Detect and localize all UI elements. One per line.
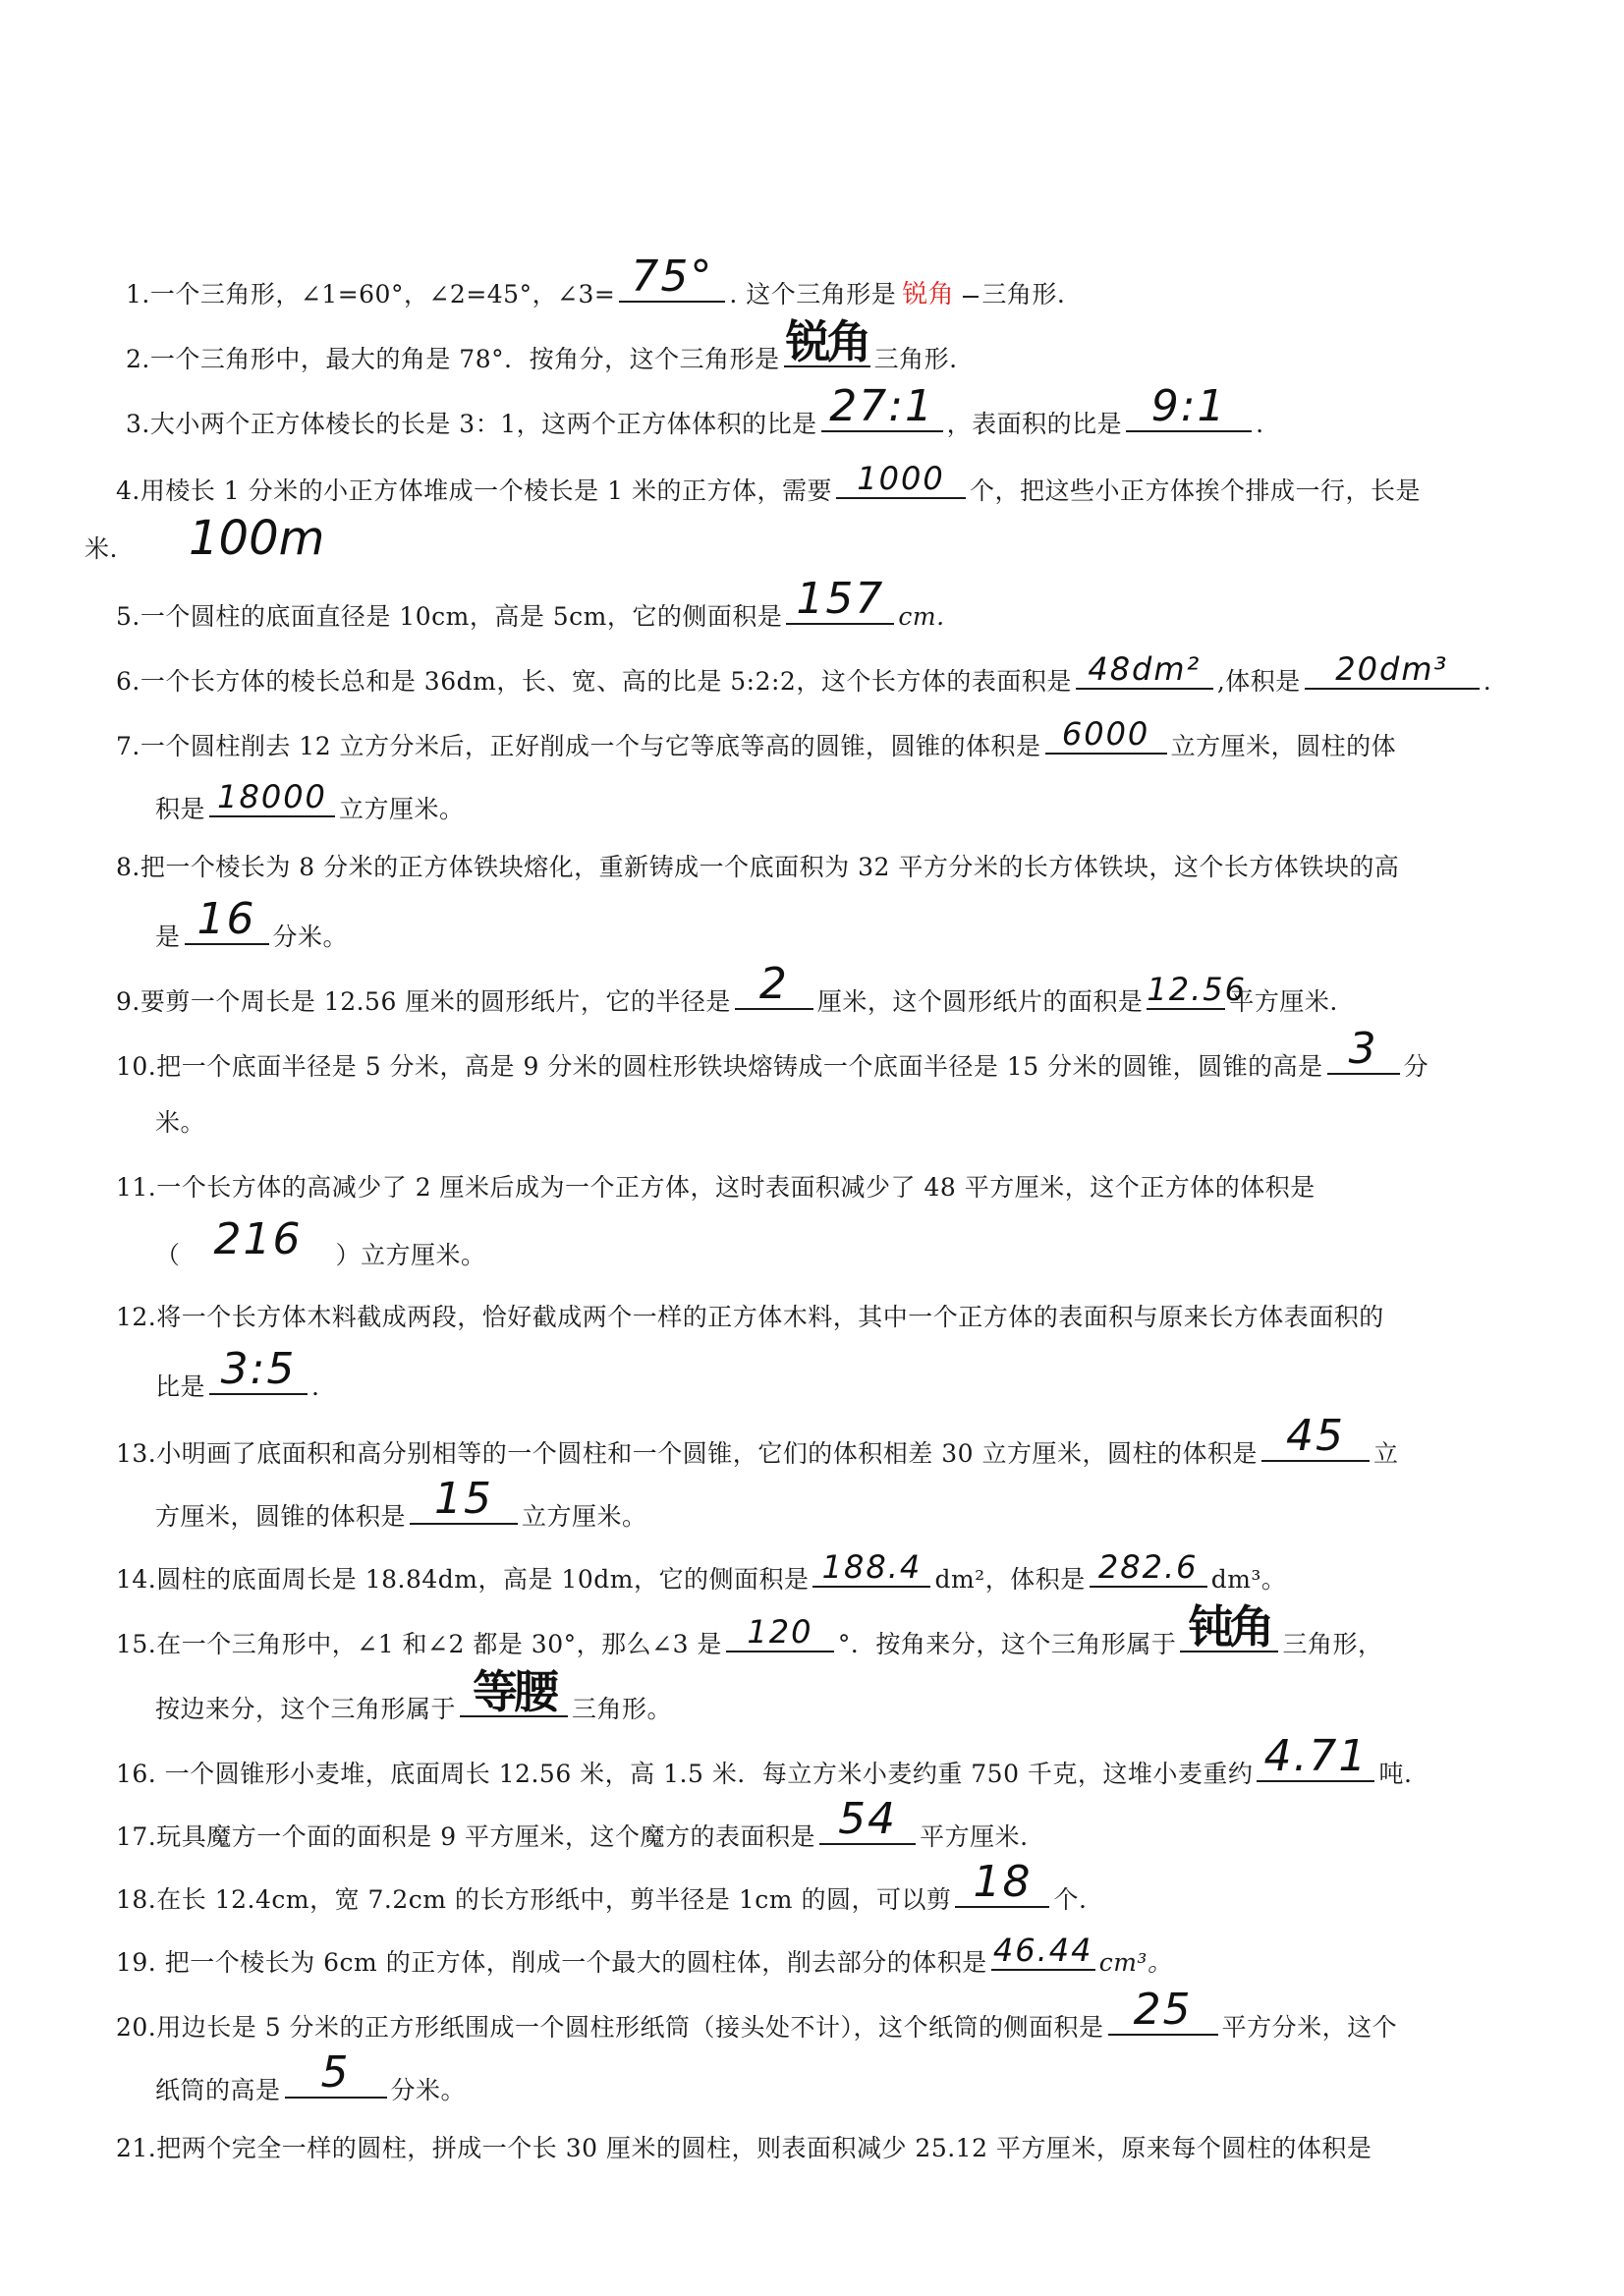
- q6-text-mid: ,体积是: [1216, 667, 1301, 696]
- q15-text-line1-pre: 15.在一个三角形中，∠1 和∠2 都是 30°，那么∠3 是: [116, 1630, 722, 1658]
- question-1: [126, 252, 1066, 311]
- q13-text-line1-post: 立: [1372, 1439, 1399, 1468]
- q9-answer-blank-2[interactable]: [1147, 971, 1247, 1010]
- question-20-line-2: [155, 2047, 467, 2107]
- q5-answer: 157: [796, 574, 885, 624]
- q2-answer: 锐角: [785, 315, 868, 368]
- q1-text-pre: 1.一个三角形，∠1=60°，∠2=45°，∠3=: [126, 280, 616, 308]
- q4-text-line1-pre: 4.用棱长 1 分米的小正方体堆成一个棱长是 1 米的正方体，需要: [116, 476, 832, 505]
- q7-answer-blank-1[interactable]: [1045, 715, 1167, 755]
- q7-text-line2-pre: 积是: [155, 795, 206, 823]
- q13-text-line1-pre: 13.小明画了底面积和高分别相等的一个圆柱和一个圆锥，它们的体积相差 30 立方厘米，圆柱的体积是: [116, 1439, 1258, 1468]
- question-8-line-1: [116, 851, 1399, 884]
- q11-text-line2-post: ）立方厘米。: [335, 1241, 486, 1269]
- q13-answer-1: 45: [1285, 1411, 1345, 1461]
- q16-text-post: 吨.: [1378, 1760, 1413, 1788]
- q3-answer-2: 9:1: [1150, 381, 1227, 431]
- q1-dash-mark: [963, 296, 979, 298]
- question-4-line-1: [116, 460, 1421, 508]
- q3-answer-blank-1[interactable]: [821, 381, 943, 432]
- question-21-line-1: [116, 2132, 1372, 2165]
- question-10-line-1: [116, 1024, 1429, 1084]
- q7-answer-2: 18000: [217, 778, 327, 815]
- q6-answer-blank-1[interactable]: [1076, 650, 1213, 690]
- q2-text-post: 三角形.: [873, 345, 958, 373]
- q15-text-line2-post: 三角形。: [572, 1695, 673, 1723]
- q19-text-pre: 19. 把一个棱长为 6cm 的正方体，削成一个最大的圆柱体，削去部分的体积是: [116, 1948, 987, 1977]
- q8-answer: 16: [196, 894, 256, 944]
- q13-answer-blank-1[interactable]: [1261, 1411, 1370, 1462]
- question-11-line-2: [155, 1214, 486, 1272]
- q20-text-line2-pre: 纸筒的高是: [155, 2076, 281, 2104]
- question-7-line-1: [116, 715, 1397, 763]
- question-18: [116, 1857, 1088, 1917]
- q15-answer-blank-3[interactable]: [460, 1665, 568, 1718]
- question-19: [116, 1932, 1173, 1980]
- q1-answer-blank-1[interactable]: [619, 252, 725, 303]
- q14-text-post: dm³。: [1210, 1565, 1287, 1594]
- q19-answer-blank[interactable]: [991, 1932, 1095, 1971]
- q17-answer-blank[interactable]: [819, 1794, 916, 1845]
- q3-text-post: .: [1256, 410, 1264, 438]
- q5-text-post: cm.: [898, 602, 945, 631]
- q10-text-line2: 米。: [155, 1108, 206, 1137]
- q12-text-line2-post: .: [311, 1372, 320, 1401]
- q13-text-line2-pre: 方厘米，圆锥的体积是: [155, 1502, 407, 1531]
- q14-text-pre: 14.圆柱的底面周长是 18.84dm，高是 10dm，它的侧面积是: [116, 1565, 810, 1594]
- q20-text-line1-post: 平方分米，这个: [1221, 2013, 1398, 2042]
- q15-answer-2: 钝角: [1188, 1600, 1271, 1653]
- q17-text-post: 平方厘米.: [920, 1822, 1029, 1851]
- question-5: [116, 574, 945, 634]
- q16-answer: 4.71: [1263, 1731, 1369, 1781]
- q3-answer-1: 27:1: [829, 381, 935, 431]
- question-15-line-1: [116, 1600, 1383, 1661]
- q9-answer-2: 12.56: [1147, 971, 1247, 1008]
- q4-text-line2: 米.: [84, 534, 118, 563]
- question-20-line-1: [116, 1985, 1398, 2044]
- q20-text-line2-post: 分米。: [390, 2076, 467, 2104]
- q6-text-pre: 6.一个长方体的棱长总和是 36dm，长、宽、高的比是 5:2:2，这个长方体的表面积是: [116, 667, 1072, 696]
- q10-text-line1-pre: 10.把一个底面半径是 5 分米，高是 9 分米的圆柱形铁块熔铸成一个底面半径是 15 分米的圆锥，圆锥的高是: [116, 1052, 1323, 1081]
- q18-text-post: 个.: [1053, 1885, 1088, 1914]
- q17-text-pre: 17.玩具魔方一个面的面积是 9 平方厘米，这个魔方的表面积是: [116, 1822, 816, 1851]
- q1-answer-2: 锐角: [902, 280, 955, 309]
- q15-text-line2-pre: 按边来分，这个三角形属于: [155, 1695, 457, 1723]
- q1-answer-1: 75°: [631, 252, 714, 302]
- question-16: [116, 1731, 1413, 1791]
- q7-text-line1-pre: 7.一个圆柱削去 12 立方分米后，正好削成一个与它等底等高的圆锥，圆锥的体积是: [116, 732, 1041, 760]
- question-17: [116, 1794, 1029, 1854]
- q16-text-pre: 16. 一个圆锥形小麦堆，底面周长 12.56 米，高 1.5 米．每立方米小麦约重 750 千克，这堆小麦重约: [116, 1760, 1254, 1788]
- q15-answer-1: 120: [747, 1613, 813, 1651]
- q14-answer-1: 188.4: [821, 1548, 923, 1586]
- q4-answer-2: 100m: [189, 511, 325, 566]
- q13-answer-2: 15: [434, 1474, 494, 1524]
- q7-text-line1-post: 立方厘米，圆柱的体: [1170, 732, 1397, 760]
- question-13-line-2: [155, 1474, 647, 1534]
- q12-answer: 3:5: [220, 1344, 297, 1394]
- q18-answer: 18: [973, 1857, 1033, 1907]
- q9-text-post: 平方厘米.: [1229, 987, 1338, 1016]
- q7-text-line2-post: 立方厘米。: [339, 795, 465, 823]
- q10-text-line1-post: 分: [1403, 1052, 1429, 1081]
- q13-text-line2-post: 立方厘米。: [522, 1502, 647, 1531]
- question-13-line-1: [116, 1411, 1399, 1471]
- question-11-line-1: [116, 1171, 1316, 1204]
- q14-answer-blank-1[interactable]: [812, 1548, 930, 1588]
- q3-text-pre: 3.大小两个正方体棱长的长是 3：1，这两个正方体体积的比是: [126, 410, 817, 438]
- q8-text-line2-pre: 是: [155, 923, 181, 951]
- q6-answer-2: 20dm³: [1335, 650, 1449, 688]
- q18-answer-blank[interactable]: [955, 1857, 1049, 1908]
- q20-answer-blank-2[interactable]: [285, 2047, 387, 2099]
- question-12-line-2: [155, 1344, 320, 1404]
- q5-answer-blank[interactable]: [786, 574, 894, 625]
- q2-text-pre: 2.一个三角形中，最大的角是 78°．按角分，这个三角形是: [126, 345, 780, 373]
- q19-text-post: cm³。: [1098, 1948, 1173, 1977]
- question-14: [116, 1548, 1287, 1596]
- question-2: [126, 315, 958, 376]
- q9-answer-1: 2: [758, 959, 789, 1009]
- q8-text-line2-post: 分米。: [272, 923, 349, 951]
- q20-answer-2: 5: [320, 2047, 351, 2098]
- q4-answer-1: 1000: [857, 460, 945, 497]
- question-8-line-2: [155, 894, 349, 954]
- question-15-line-2: [155, 1665, 673, 1726]
- q5-text-pre: 5.一个圆柱的底面直径是 10cm，高是 5cm，它的侧面积是: [116, 602, 783, 631]
- q15-text-line1-post: 三角形，: [1282, 1630, 1383, 1658]
- q4-answer-blank-1[interactable]: [836, 460, 966, 499]
- question-3: [126, 381, 1264, 441]
- q15-answer-blank-1[interactable]: [726, 1613, 834, 1652]
- q2-answer-blank[interactable]: [784, 315, 870, 368]
- q9-text-pre: 9.要剪一个周长是 12.56 厘米的圆形纸片，它的半径是: [116, 987, 731, 1016]
- q14-answer-blank-2[interactable]: [1090, 1548, 1207, 1588]
- q4-text-line1-post: 个，把这些小正方体挨个排成一行，长是: [969, 476, 1421, 505]
- q3-text-mid: ，表面积的比是: [946, 410, 1123, 438]
- q7-answer-1: 6000: [1061, 715, 1150, 753]
- q11-text-line1: 11.一个长方体的高减少了 2 厘米后成为一个正方体，这时表面积减少了 48 平方厘米，这个正方体的体积是: [116, 1173, 1316, 1202]
- q12-answer-blank[interactable]: [209, 1344, 308, 1395]
- q8-answer-blank[interactable]: [185, 894, 269, 945]
- q16-answer-blank[interactable]: [1257, 1731, 1374, 1782]
- question-9: [116, 959, 1338, 1019]
- question-4-line-2: [84, 532, 118, 566]
- q10-answer: 3: [1348, 1024, 1378, 1074]
- q20-text-line1-pre: 20.用边长是 5 分米的正方形纸围成一个圆柱形纸筒（接头处不计），这个纸筒的侧面积是: [116, 2013, 1104, 2042]
- q9-text-mid: 厘米，这个圆形纸片的面积是: [816, 987, 1144, 1016]
- q11-answer-blank[interactable]: [185, 1214, 332, 1264]
- question-10-line-2: [155, 1106, 205, 1140]
- q19-answer: 46.44: [992, 1932, 1093, 1969]
- question-12-line-1: [116, 1301, 1384, 1334]
- q15-answer-3: 等腰: [473, 1665, 556, 1718]
- q7-answer-blank-2[interactable]: [209, 778, 335, 817]
- q8-text-line1: 8.把一个棱长为 8 分米的正方体铁块熔化，重新铸成一个底面积为 32 平方分米的长方体铁块，这个长方体铁块的高: [116, 853, 1400, 881]
- q9-answer-blank-1[interactable]: [735, 959, 813, 1010]
- q10-answer-blank[interactable]: [1327, 1024, 1400, 1075]
- q20-answer-blank-1[interactable]: [1108, 1985, 1218, 2036]
- q20-answer-1: 25: [1133, 1985, 1193, 2035]
- q6-answer-blank-2[interactable]: [1305, 650, 1480, 690]
- q14-answer-2: 282.6: [1097, 1548, 1199, 1586]
- q21-text-line1: 21.把两个完全一样的圆柱，拼成一个长 30 厘米的圆柱，则表面积减少 25.12 平方厘米，原来每个圆柱的体积是: [116, 2134, 1372, 2162]
- q11-answer: 216: [213, 1214, 303, 1264]
- q18-text-pre: 18.在长 12.4cm，宽 7.2cm 的长方形纸中，剪半径是 1cm 的圆，可以剪: [116, 1885, 952, 1914]
- q11-text-line2-pre: （: [155, 1241, 181, 1269]
- q17-answer: 54: [838, 1794, 898, 1844]
- question-7-line-2: [155, 778, 465, 826]
- q12-text-line1: 12.将一个长方体木料截成两段，恰好截成两个一样的正方体木料，其中一个正方体的表面积与原来长方体表面积的: [116, 1303, 1384, 1331]
- q1-text-post: 三角形.: [981, 280, 1066, 308]
- q15-text-line1-mid: °．按角来分，这个三角形属于: [837, 1630, 1177, 1658]
- q3-answer-blank-2[interactable]: [1126, 381, 1252, 432]
- q12-text-line2-pre: 比是: [155, 1372, 206, 1401]
- question-6: [116, 650, 1492, 699]
- q13-answer-blank-2[interactable]: [410, 1474, 518, 1525]
- q15-answer-blank-2[interactable]: [1180, 1600, 1278, 1653]
- q14-text-mid: dm²，体积是: [934, 1565, 1086, 1594]
- q6-answer-1: 48dm²: [1088, 650, 1202, 688]
- q1-text-mid: . 这个三角形是: [729, 280, 897, 308]
- q6-text-post: .: [1483, 667, 1492, 696]
